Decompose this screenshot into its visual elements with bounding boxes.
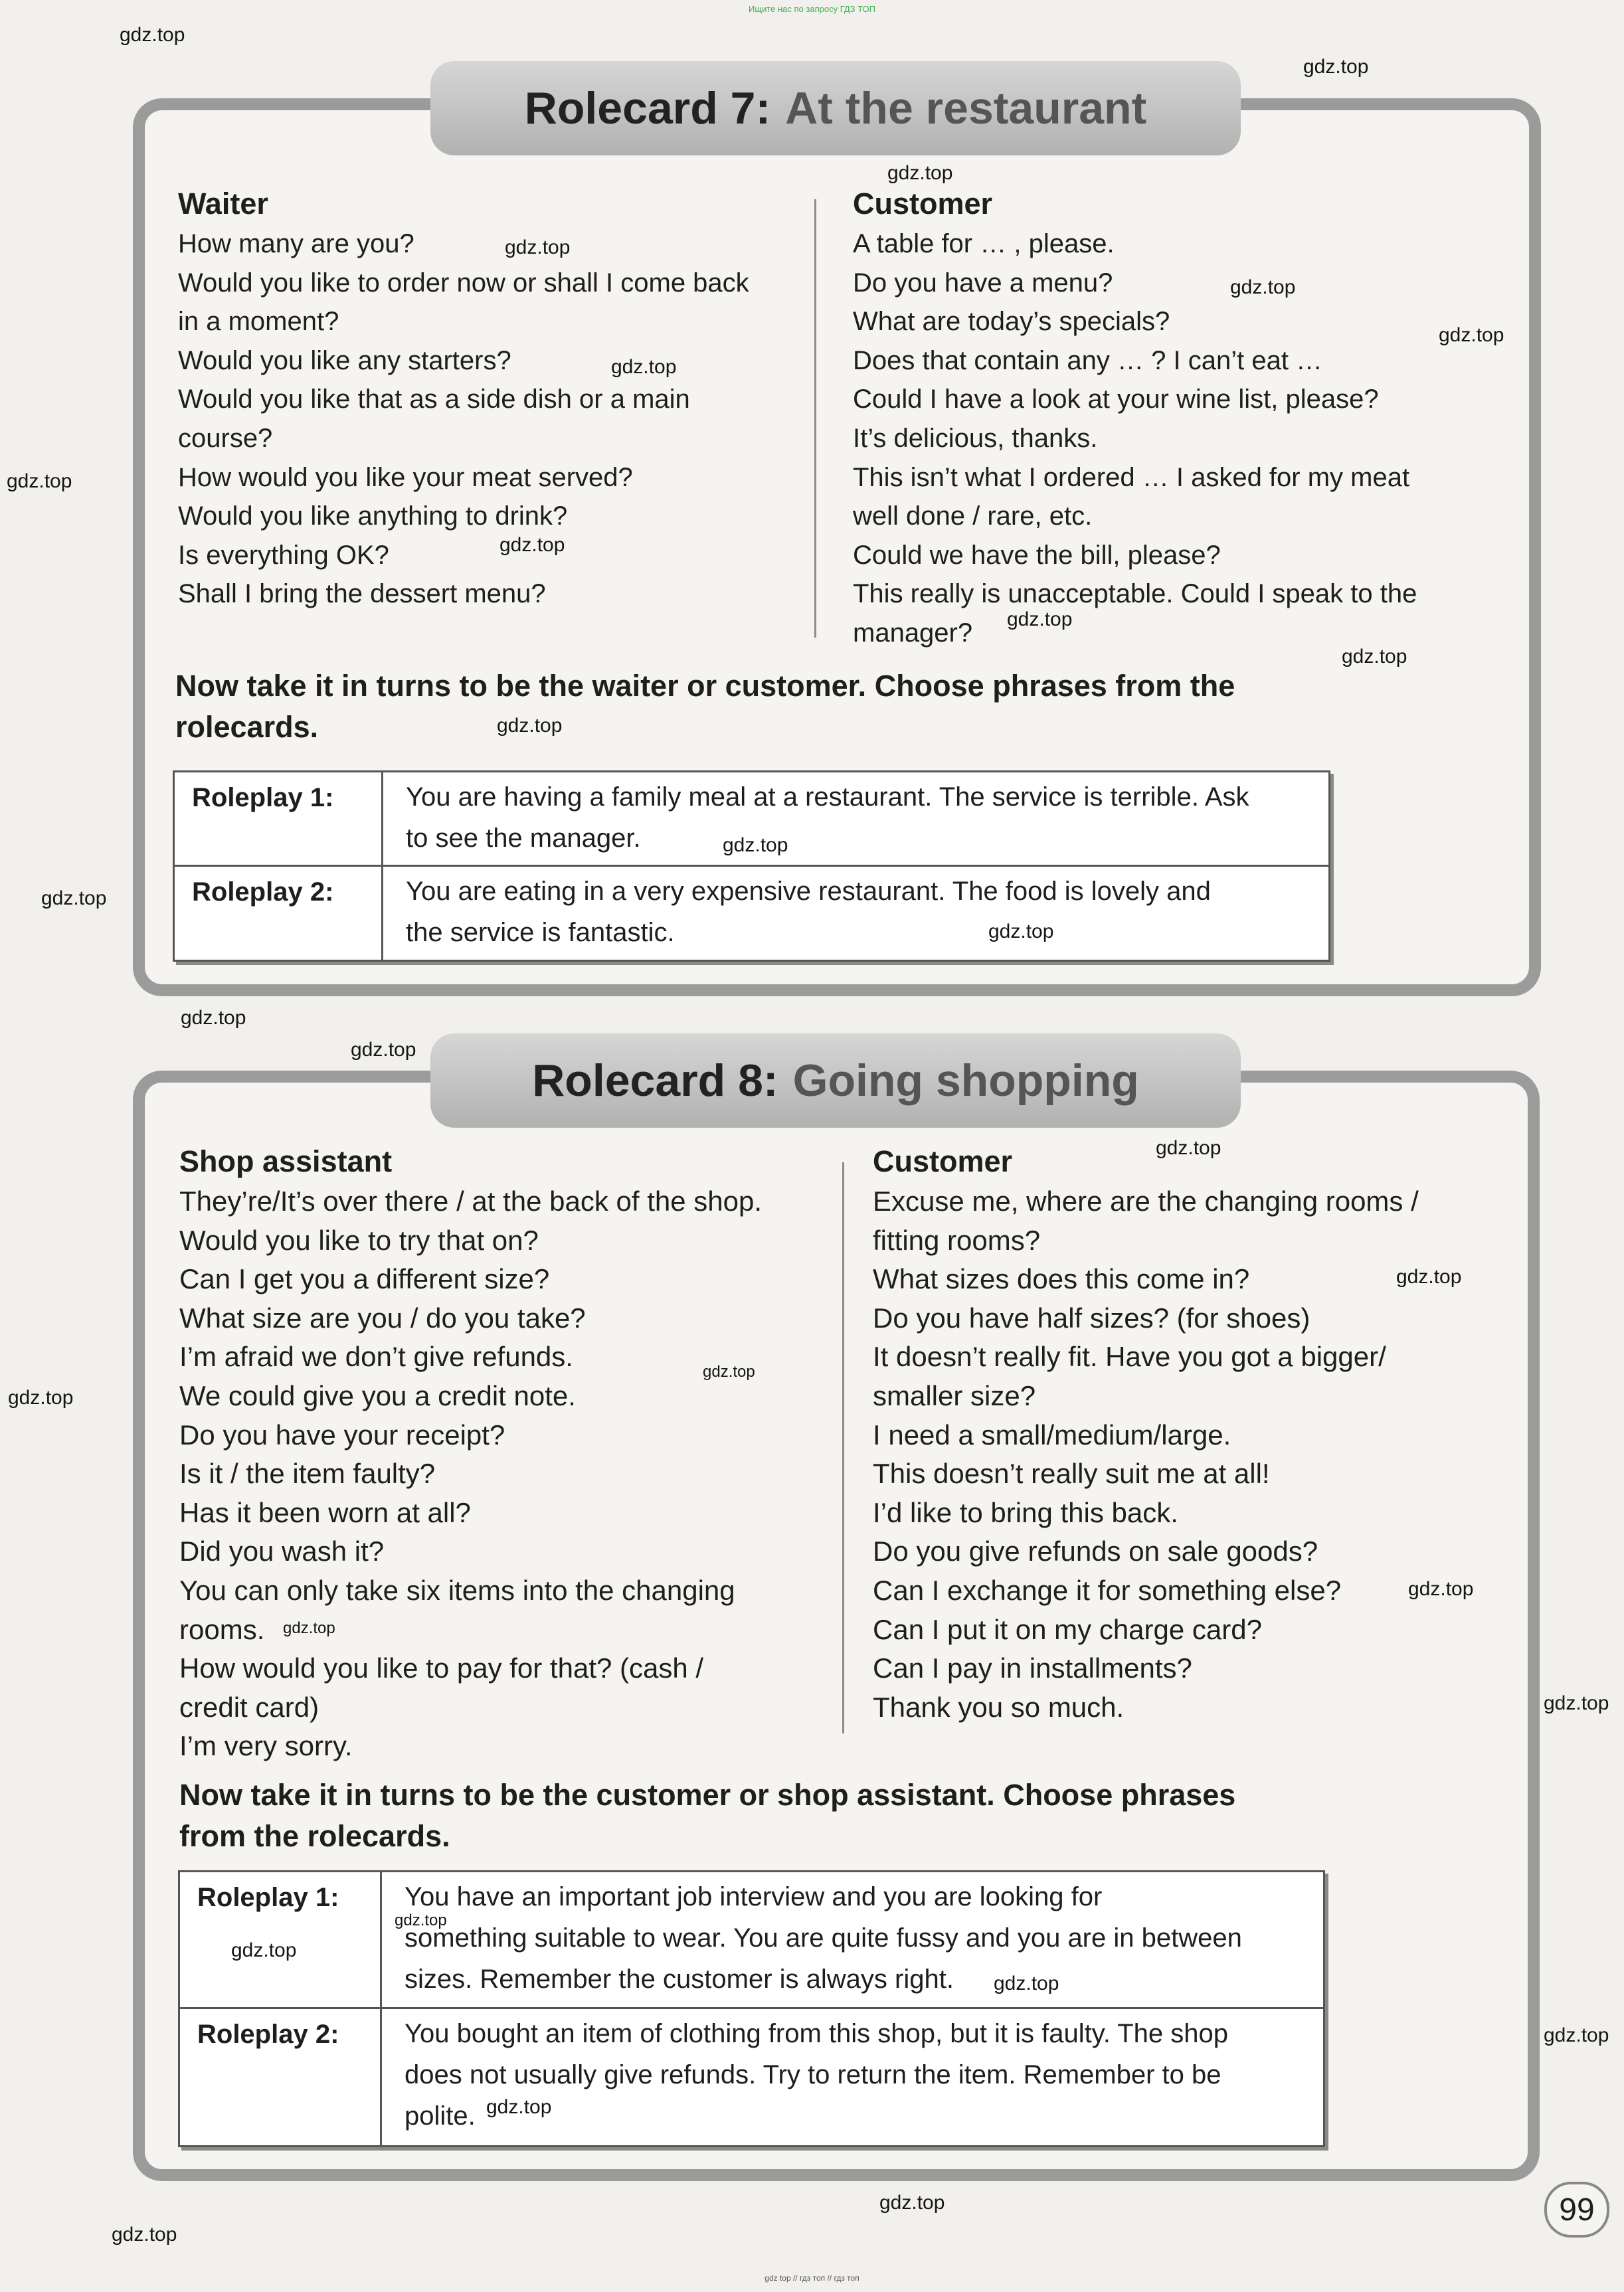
waiter-phrase: Would you like anything to drink?	[178, 501, 568, 531]
watermark: gdz.top	[887, 162, 953, 184]
customer-phrase: Could we have the bill, please?	[853, 540, 1221, 570]
waiter-phrase: Is everything OK?	[178, 540, 389, 570]
roleplay-line: to see the manager.	[406, 824, 641, 853]
watermark: gdz.top	[703, 1363, 755, 1381]
rolecard-8-column-divider	[842, 1162, 844, 1733]
watermark: gdz.top	[41, 887, 107, 909]
roleplay-line: You have an important job interview and you are looking for	[405, 1882, 1103, 1911]
shop-assistant-phrase: Would you like to try that on?	[179, 1224, 539, 1256]
shop-assistant-phrase: I’m afraid we don’t give refunds.	[179, 1341, 573, 1373]
watermark: gdz.top	[499, 534, 565, 556]
shop-assistant-phrase: How would you like to pay for that? (cash /	[179, 1652, 704, 1684]
waiter-phrase: course?	[178, 423, 273, 453]
waiter-phrase: Would you like any starters?	[178, 345, 511, 375]
waiter-phrase: Would you like that as a side dish or a main	[178, 385, 690, 414]
shop-customer-phrase: Can I pay in installments?	[873, 1652, 1192, 1684]
shop-assistant-phrase: We could give you a credit note.	[179, 1379, 576, 1411]
roleplay-row	[179, 2008, 1324, 2147]
watermark: gdz.top	[283, 1619, 335, 1637]
roleplay-line: the service is fantastic.	[406, 918, 675, 947]
watermark: gdz.top	[1544, 1692, 1609, 1714]
shop-customer-phrase: This doesn’t really suit me at all!	[873, 1458, 1270, 1490]
search-hint-note: Ищите нас по запросу ГДЗ ТОП	[749, 4, 875, 14]
watermark: gdz.top	[8, 1387, 74, 1409]
roleplay-text	[381, 1872, 1324, 2008]
customer-phrase: Could I have a look at your wine list, please?	[853, 385, 1379, 414]
watermark: gdz.top	[231, 1939, 297, 1961]
customer-phrase: This really is unacceptable. Could I speak to the	[853, 579, 1417, 609]
footer-note: gdz top // гдз топ // гдз топ	[765, 2273, 859, 2283]
watermark: gdz.top	[395, 1911, 447, 1929]
shop-customer-phrase: smaller size?	[873, 1379, 1036, 1411]
shop-customer-phrase: I need a small/medium/large.	[873, 1419, 1231, 1451]
watermark: gdz.top	[505, 236, 571, 258]
shop-assistant-phrase: They’re/It’s over there / at the back of the shop.	[179, 1186, 763, 1217]
roleplay-text	[383, 866, 1330, 961]
customer-phrase: It’s delicious, thanks.	[853, 423, 1098, 453]
customer-phrase: Do you have a menu?	[853, 268, 1113, 298]
watermark: gdz.top	[1396, 1266, 1462, 1288]
rolecard-8-title	[430, 1033, 1241, 1128]
shop-customer-phrase: Do you give refunds on sale goods?	[873, 1536, 1318, 1567]
watermark: gdz.top	[1439, 324, 1504, 346]
shop-assistant-phrase: You can only take six items into the changing	[179, 1574, 735, 1606]
roleplay-line: polite.	[405, 2101, 476, 2131]
waiter-phrases	[178, 224, 749, 614]
instruction-line: rolecards.	[175, 710, 319, 744]
roleplay-line: You bought an item of clothing from this shop, but it is faulty. The shop	[405, 2019, 1228, 2048]
shop-customer-phrase: Excuse me, where are the changing rooms /	[873, 1186, 1419, 1217]
watermark: gdz.top	[486, 2096, 552, 2118]
shop-customer-heading: Customer	[873, 1144, 1013, 1178]
watermark: gdz.top	[497, 715, 563, 737]
rolecard-8-instruction	[179, 1775, 1235, 1857]
customer-phrase: Does that contain any … ? I can’t eat …	[853, 345, 1323, 375]
shop-customer-phrase: fitting rooms?	[873, 1224, 1041, 1256]
shop-customer-phrase: Do you have half sizes? (for shoes)	[873, 1302, 1310, 1334]
watermark: gdz.top	[611, 356, 677, 378]
shop-assistant-phrase: What size are you / do you take?	[179, 1302, 586, 1334]
watermark: gdz.top	[1544, 2024, 1609, 2046]
watermark: gdz.top	[7, 470, 72, 492]
waiter-phrase: How many are you?	[178, 229, 414, 258]
instruction-line: from the rolecards.	[179, 1819, 450, 1853]
roleplay-line: something suitable to wear. You are quite fussy and you are in between	[405, 1923, 1242, 1953]
rolecard-7-title-number: Rolecard 7:	[524, 83, 771, 133]
watermark: gdz.top	[1230, 276, 1296, 298]
shop-customer-phrases	[873, 1182, 1419, 1727]
watermark: gdz.top	[181, 1007, 246, 1029]
shop-customer-phrase: Can I put it on my charge card?	[873, 1613, 1262, 1645]
rolecard-8-title-topic: Going shopping	[792, 1055, 1139, 1106]
shop-assistant-phrase: I’m very sorry.	[179, 1730, 353, 1762]
roleplay-label: Roleplay 2:	[174, 866, 383, 961]
shop-customer-phrase: It doesn’t really fit. Have you got a bigger/	[873, 1341, 1386, 1373]
shop-customer-phrase: Can I exchange it for something else?	[873, 1574, 1342, 1606]
rolecard-7-title	[430, 61, 1241, 155]
watermark: gdz.top	[112, 2224, 177, 2246]
rolecard-8-title-number: Rolecard 8:	[532, 1055, 778, 1106]
shop-assistant-phrase: Do you have your receipt?	[179, 1419, 505, 1451]
rolecard-8-roleplay-table	[178, 1870, 1325, 2147]
roleplay-text	[381, 2008, 1324, 2147]
watermark: gdz.top	[879, 2192, 945, 2214]
roleplay-row	[174, 866, 1330, 961]
watermark: gdz.top	[1342, 646, 1407, 667]
shop-customer-phrase: What sizes does this come in?	[873, 1263, 1250, 1295]
shop-assistant-phrase: credit card)	[179, 1691, 319, 1723]
shop-assistant-phrase: Did you wash it?	[179, 1536, 385, 1567]
roleplay-line: You are having a family meal at a restaurant. The service is terrible. Ask	[406, 782, 1249, 812]
customer-phrase: What are today’s specials?	[853, 307, 1170, 337]
shop-customer-phrase: Thank you so much.	[873, 1691, 1125, 1723]
rolecard-7-instruction	[175, 665, 1235, 748]
roleplay-label: Roleplay 2:	[179, 2008, 381, 2147]
customer-phrase: manager?	[853, 618, 973, 648]
watermark: gdz.top	[1303, 56, 1369, 78]
instruction-line: Now take it in turns to be the customer or shop assistant. Choose phrases	[179, 1778, 1236, 1812]
waiter-phrase: Shall I bring the dessert menu?	[178, 579, 546, 609]
customer-heading: Customer	[853, 187, 993, 220]
rolecard-7-column-divider	[814, 199, 816, 638]
watermark: gdz.top	[351, 1039, 416, 1061]
roleplay-line: You are eating in a very expensive restaurant. The food is lovely and	[406, 877, 1211, 906]
roleplay-label: Roleplay 1:	[174, 772, 383, 866]
waiter-phrase: How would you like your meat served?	[178, 462, 633, 492]
customer-phrase: well done / rare, etc.	[853, 501, 1093, 531]
waiter-heading: Waiter	[178, 187, 268, 220]
watermark: gdz.top	[1007, 608, 1073, 630]
shop-assistant-phrases	[179, 1182, 762, 1766]
shop-assistant-heading: Shop assistant	[179, 1144, 393, 1178]
customer-phrase: This isn’t what I ordered … I asked for my meat	[853, 462, 1410, 492]
shop-assistant-phrase: Is it / the item faulty?	[179, 1458, 436, 1490]
waiter-phrase: in a moment?	[178, 307, 339, 337]
roleplay-label: Roleplay 1:	[179, 1872, 381, 2008]
roleplay-row	[179, 1872, 1324, 2008]
instruction-line: Now take it in turns to be the waiter or customer. Choose phrases from the	[175, 669, 1235, 703]
shop-assistant-phrase: Has it been worn at all?	[179, 1496, 471, 1528]
customer-phrases	[853, 224, 1417, 653]
roleplay-line: sizes. Remember the customer is always right.	[405, 1965, 954, 1994]
customer-phrase: A table for … , please.	[853, 229, 1115, 258]
shop-customer-phrase: I’d like to bring this back.	[873, 1496, 1178, 1528]
watermark: gdz.top	[1408, 1578, 1474, 1600]
shop-assistant-phrase: rooms.	[179, 1613, 265, 1645]
page-number: 99	[1544, 2182, 1609, 2238]
watermark: gdz.top	[994, 1973, 1059, 1994]
waiter-phrase: Would you like to order now or shall I come back	[178, 268, 749, 298]
watermark: gdz.top	[1156, 1137, 1221, 1159]
watermark: gdz.top	[988, 921, 1054, 942]
watermark: gdz.top	[120, 24, 185, 46]
roleplay-line: does not usually give refunds. Try to return the item. Remember to be	[405, 2060, 1221, 2089]
watermark: gdz.top	[723, 834, 788, 856]
rolecard-7-title-topic: At the restaurant	[785, 83, 1147, 133]
roleplay-text	[383, 772, 1330, 866]
rolecard-7-roleplay-table	[173, 770, 1330, 962]
shop-assistant-phrase: Can I get you a different size?	[179, 1263, 550, 1295]
